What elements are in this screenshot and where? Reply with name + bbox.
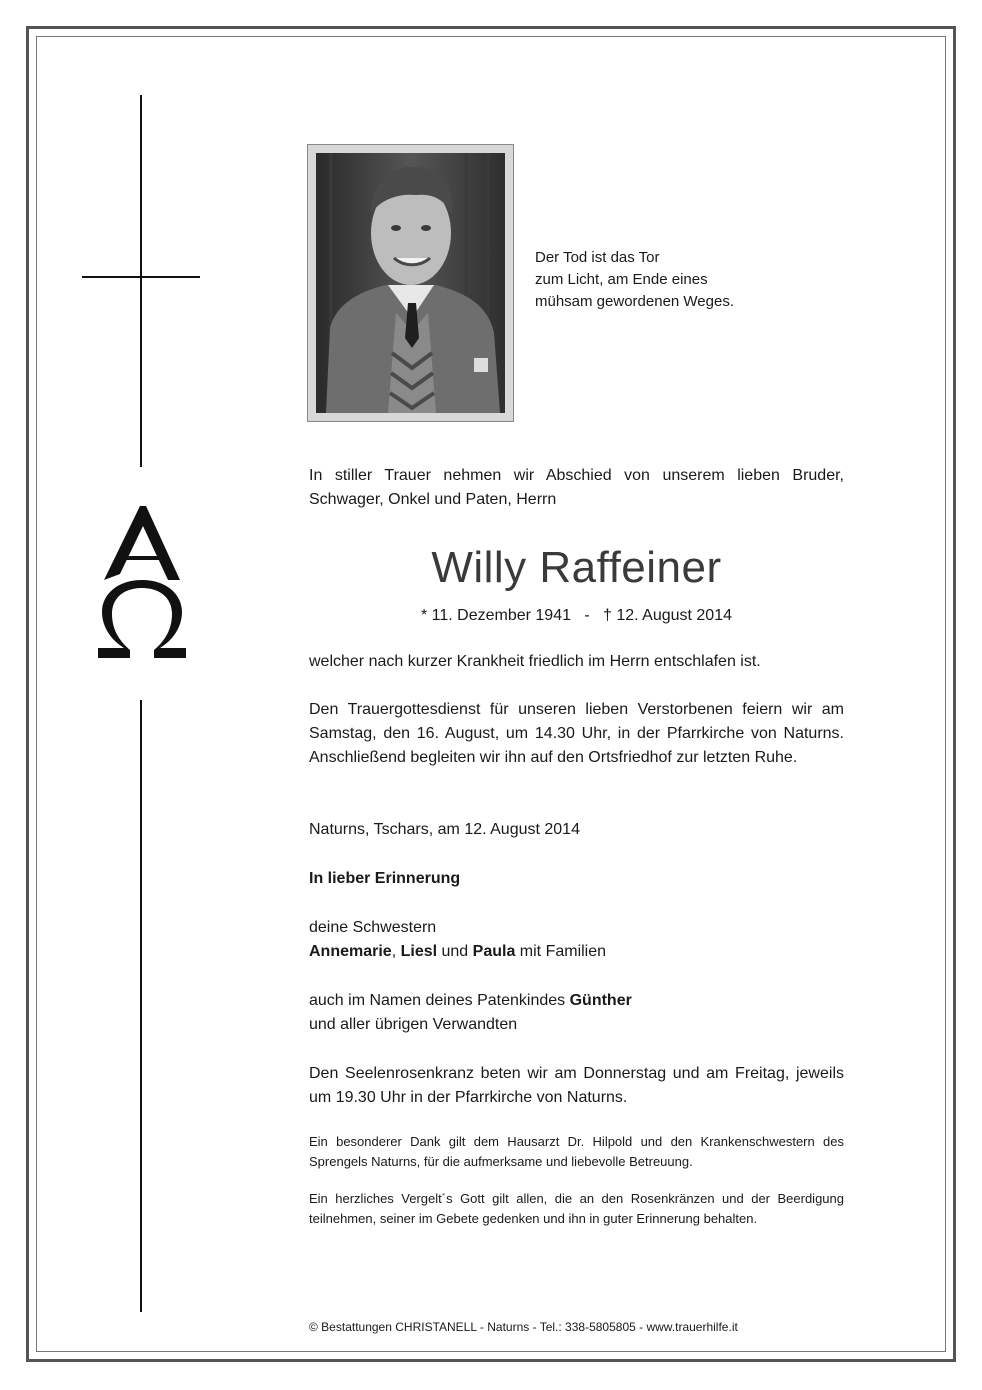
thanks-all: Ein herzliches Vergelt´s Gott gilt allen, die an den Rosenkränzen und der Beerdigung teilnehmen, seiner im Gebete gedenken und ihn in guter Erinnerung behalten. [309, 1191, 844, 1226]
quote-line: Der Tod ist das Tor [535, 249, 660, 266]
intro-text: In stiller Trauer nehmen wir Abschied von unserem lieben Bruder, Schwager, Onkel und Paten, Herrn [309, 467, 844, 508]
separator: , [391, 943, 401, 960]
sisters-suffix: mit Familien [515, 943, 607, 960]
passing-text: welcher nach kurzer Krankheit friedlich im Herrn entschlafen ist. [309, 653, 761, 670]
cross-lower-bar [140, 700, 142, 1312]
sisters-label: deine Schwestern [309, 919, 437, 936]
portrait-photo [316, 153, 505, 413]
place-date: Naturns, Tschars, am 12. August 2014 [309, 821, 580, 838]
sister-name: Liesl [400, 943, 438, 960]
sister-name: Annemarie [309, 943, 392, 960]
sisters-names [309, 940, 844, 964]
godchild-prefix: auch im Namen deines Patenkindes [309, 992, 570, 1009]
godchild-name: Günther [569, 992, 632, 1009]
separator: und [437, 943, 473, 960]
thanks-doctor: Ein besonderer Dank gilt dem Hausarzt Dr. Hilpold und den Krankenschwestern des Sprengels Naturns, für die aufmerksame und liebevolle Betreuung. [309, 1134, 844, 1169]
memory-heading [309, 867, 844, 891]
quote-line: zum Licht, am Ende eines [535, 271, 708, 288]
quote-block [535, 247, 734, 313]
service-text: Den Trauergottesdienst für unseren lieben Verstorbenen feiern wir am Samstag, den 16. August, um 14.30 Uhr, in der Pfarrkirche von Naturns. Anschließend begleiten wir ihn auf den Ortsfriedhof zur letzten Ruhe. [309, 701, 844, 766]
godchild-line [309, 989, 844, 1013]
portrait-frame [307, 144, 514, 422]
deceased-name: Willy Raffeiner [431, 543, 722, 592]
quote-line: mühsam gewordenen Weges. [535, 293, 734, 310]
memory-heading-text: In lieber Erinnerung [309, 870, 461, 887]
relatives-line: und aller übrigen Verwandten [309, 1016, 518, 1033]
alpha-omega-icon [94, 496, 190, 666]
cross-vertical-bar [140, 95, 142, 467]
cross-horizontal-bar [82, 276, 200, 278]
life-dates: * 11. Dezember 1941 - † 12. August 2014 [420, 607, 732, 624]
rosary-text: Den Seelenrosenkranz beten wir am Donnerstag und am Freitag, jeweils um 19.30 Uhr in der Pfarrkirche von Naturns. [309, 1065, 844, 1106]
footer-credit: © Bestattungen CHRISTANELL - Naturns - Tel.: 338-5805805 - www.trauerhilfe.it [309, 1320, 738, 1334]
sister-name: Paula [472, 943, 516, 960]
